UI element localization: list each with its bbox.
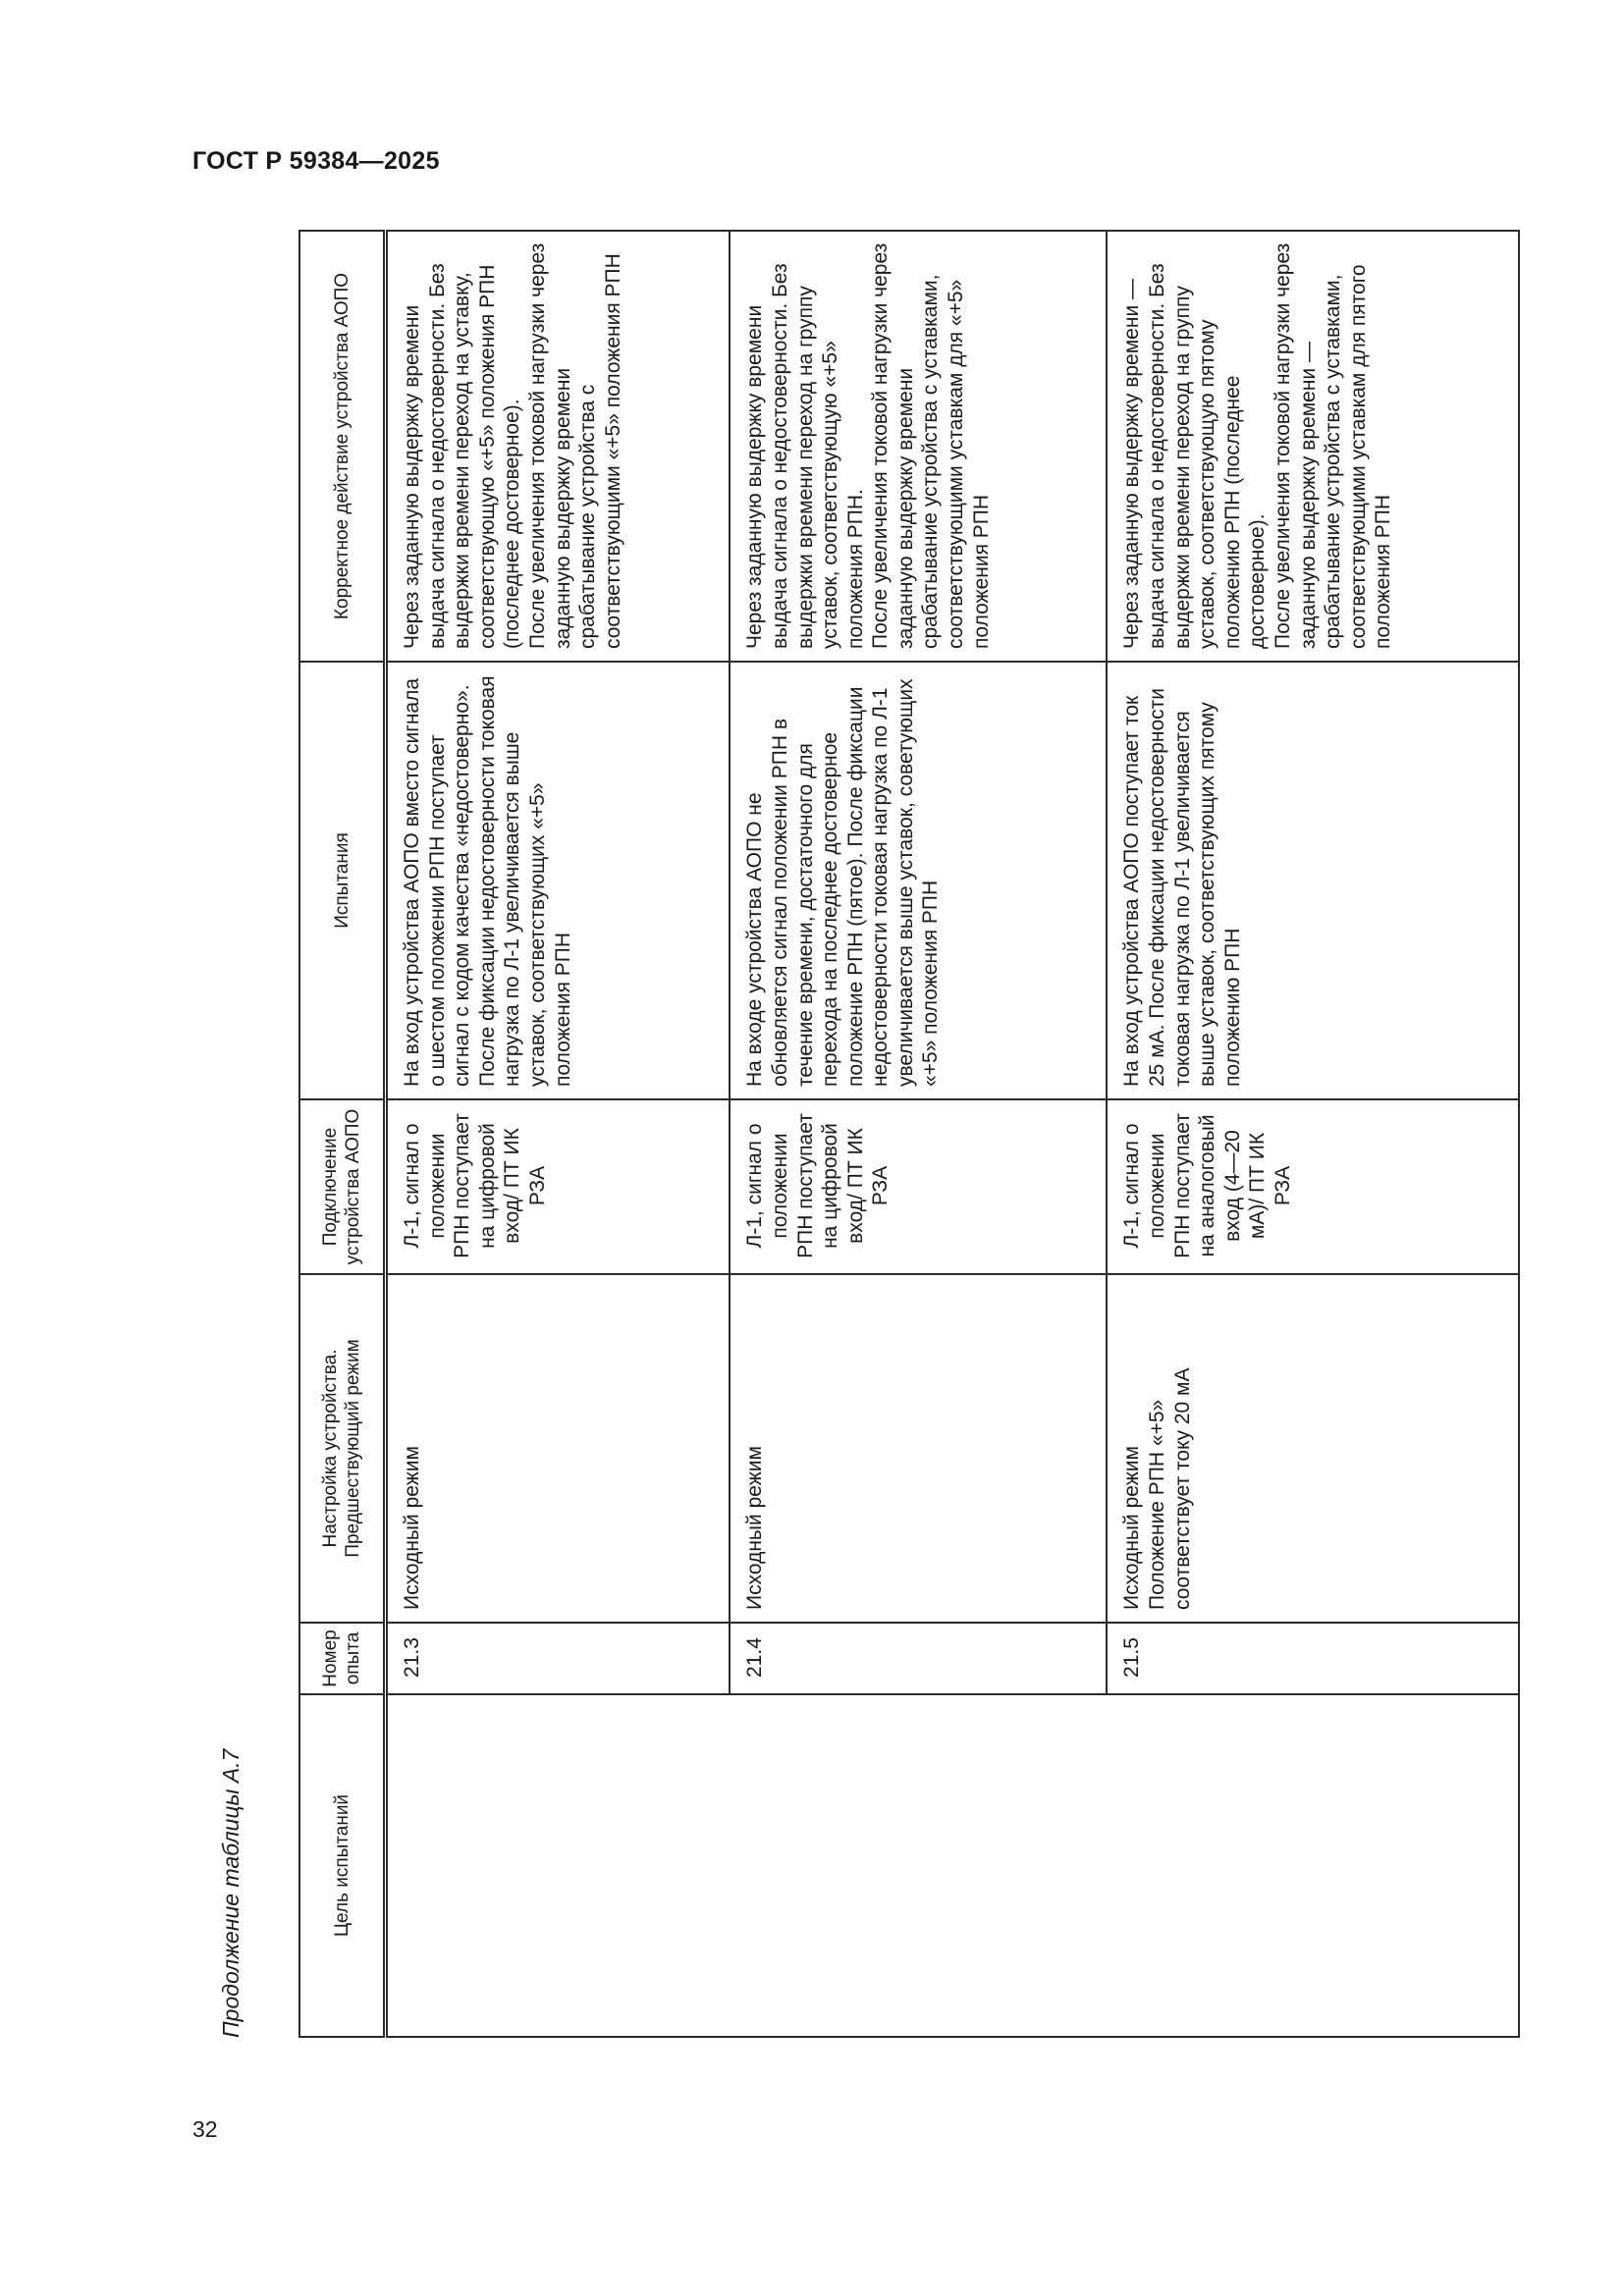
row-setting: Исходный режим: [730, 1274, 1107, 1623]
row-number: 21.5: [1107, 1623, 1519, 1694]
col-header-action: Корректное действие устройства АОПО: [299, 231, 386, 662]
row-setting: Исходный режим Положение РПН «+5» соответствует току 20 мА: [1107, 1274, 1519, 1623]
document-header: ГОСТ Р 59384—2025: [192, 147, 440, 175]
row-action: Через заданную выдержку времени выдача сигнала о недостоверности. Без выдержки времени переход на уставку, соответствующую «+5» положения РПН (последнее достоверное). После увеличения токовой нагрузки через заданную выдержку времени срабатывание устройства с соответствующими «+5» положения РПН: [386, 231, 731, 662]
table-row: [386, 231, 731, 2037]
row-connection: Л-1, сигнал о положении РПН поступает на цифровой вход/ ПТ ИК РЗА: [386, 1099, 731, 1274]
page-number: 32: [192, 2116, 218, 2142]
row-connection: Л-1, сигнал о положении РПН поступает на аналоговый вход (4—20 мА)/ ПТ ИК РЗА: [1107, 1099, 1519, 1274]
col-header-goal: Цель испытаний: [299, 1694, 386, 2037]
row-test: На вход устройства АОПО поступает ток 25 мА. После фиксации недостоверности токовая нагрузка по Л-1 увеличивается выше уставок, соответствующих пятому положению РПН: [1107, 662, 1519, 1099]
col-header-number: Номер опыта: [299, 1623, 386, 1694]
row-action: Через заданную выдержку времени выдача сигнала о недостоверности. Без выдержки времени переход на группу уставок, соответствующую «+5» положения РПН. После увеличения токовой нагрузки через заданную выдержку времени срабатывание устройства с уставками, соответствующими уставкам для «+5» положения РПН: [730, 231, 1107, 662]
test-table: [298, 230, 1520, 2038]
row-test: На вход устройства АОПО вместо сигнала о шестом положении РПН поступает сигнал с кодом качества «недостоверно». После фиксации недостоверности токовая нагрузка по Л-1 увеличивается выше уставок, соответствующих «+5» положения РПН: [386, 662, 731, 1099]
row-action: Через заданную выдержку времени — выдача сигнала о недостоверности. Без выдержки времени переход на группу уставок, соответствующую пятому положению РПН (последнее достоверное). После увеличения токовой нагрузки через заданную выдержку времени — срабатывание устройства с уставками, соответствующими уставкам для пятого положения РПН: [1107, 231, 1519, 662]
rotated-table-area: [218, 232, 1520, 2038]
row-connection: Л-1, сигнал о положении РПН поступает на цифровой вход/ ПТ ИК РЗА: [730, 1099, 1107, 1274]
row-test: На входе устройства АОПО не обновляется сигнал положении РПН в течение времени, достаточного для перехода на последнее достоверное положение РПН (пятое). После фиксации недостоверности токовая нагрузка по Л-1 увеличивается выше уставок, советующих «+5» положения РПН: [730, 662, 1107, 1099]
table-header-row: [299, 231, 386, 2037]
col-header-setting: Настройка устройства. Предшествующий режим: [299, 1274, 386, 1623]
table-continuation-label: Продолжение таблицы А.7: [218, 1748, 244, 2038]
row-number: 21.3: [386, 1623, 731, 1694]
row-number: 21.4: [730, 1623, 1107, 1694]
goal-cell: [386, 1694, 1520, 2037]
col-header-connection: Подключение устройства АОПО: [299, 1099, 386, 1274]
row-setting: Исходный режим: [386, 1274, 731, 1623]
col-header-test: Испытания: [299, 662, 386, 1099]
